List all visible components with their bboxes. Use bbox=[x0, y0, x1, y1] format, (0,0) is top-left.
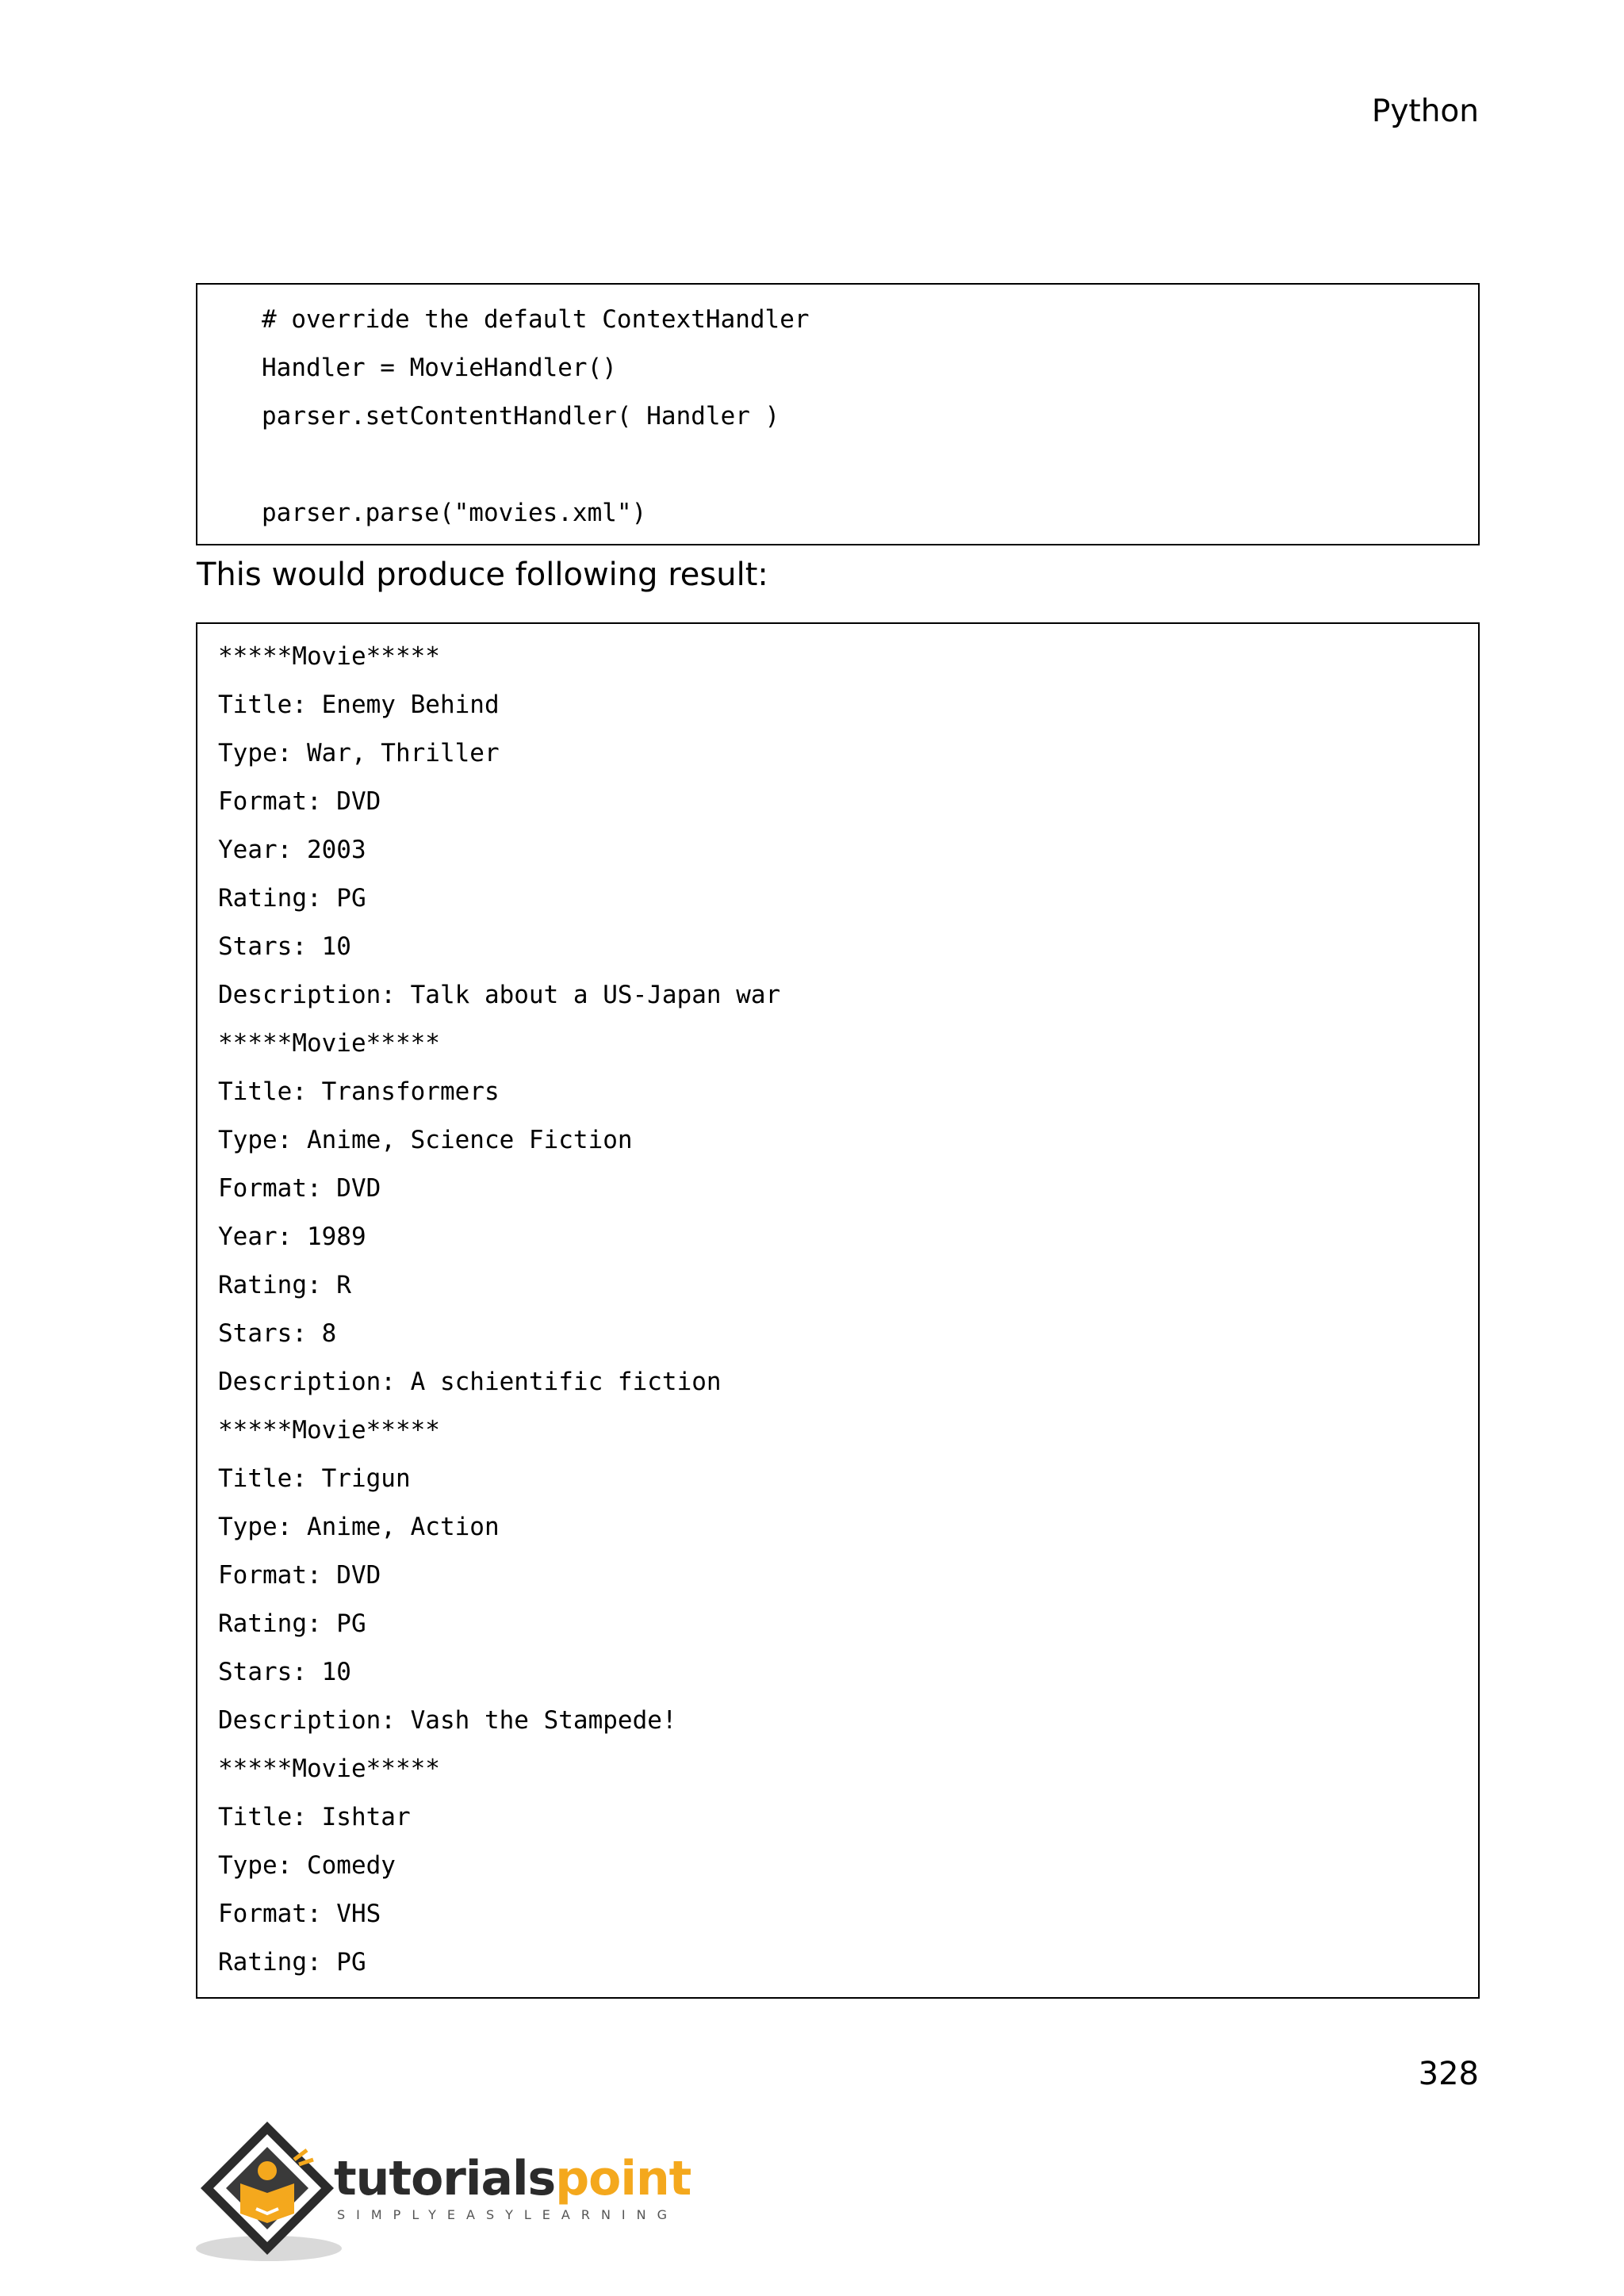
code-line: Handler = MovieHandler() bbox=[262, 354, 617, 382]
intro-paragraph: This would produce following result: bbox=[197, 557, 768, 593]
code-line: # override the default ContextHandler bbox=[262, 305, 810, 334]
output-line: Format: VHS bbox=[218, 1900, 381, 1928]
output-line: Type: Comedy bbox=[218, 1851, 396, 1880]
output-line: Format: DVD bbox=[218, 1174, 381, 1203]
page-header-title: Python bbox=[1371, 94, 1479, 129]
code-line bbox=[262, 441, 1478, 489]
output-line: Rating: PG bbox=[218, 1948, 366, 1976]
output-line: Description: Talk about a US-Japan war bbox=[218, 981, 781, 1009]
output-line: Stars: 10 bbox=[218, 1658, 351, 1686]
output-line: Title: Ishtar bbox=[218, 1803, 411, 1831]
output-line: Year: 2003 bbox=[218, 836, 366, 864]
logo-wordmark bbox=[334, 2151, 691, 2206]
output-line: *****Movie***** bbox=[218, 1755, 440, 1783]
output-line: Rating: R bbox=[218, 1271, 351, 1299]
tutorialspoint-logo bbox=[194, 2115, 691, 2266]
logo-tagline: SIMPLYEASYLEARNING bbox=[337, 2207, 679, 2222]
output-line: Type: Anime, Science Fiction bbox=[218, 1126, 633, 1154]
output-line: Title: Enemy Behind bbox=[218, 691, 500, 719]
output-line: *****Movie***** bbox=[218, 642, 440, 671]
output-line: Type: War, Thriller bbox=[218, 739, 500, 767]
output-line: *****Movie***** bbox=[218, 1029, 440, 1058]
output-line: Rating: PG bbox=[218, 884, 366, 913]
output-line: Year: 1989 bbox=[218, 1223, 366, 1251]
output-line: Stars: 10 bbox=[218, 932, 351, 961]
output-line: Title: Trigun bbox=[218, 1464, 411, 1493]
output-line: Description: A schientific fiction bbox=[218, 1368, 722, 1396]
output-block bbox=[196, 622, 1480, 1999]
code-line: parser.setContentHandler( Handler ) bbox=[262, 402, 780, 430]
output-line: Format: DVD bbox=[218, 787, 381, 816]
page-number: 328 bbox=[1418, 2056, 1479, 2092]
output-line: Format: DVD bbox=[218, 1561, 381, 1590]
output-line: Rating: PG bbox=[218, 1609, 366, 1638]
output-line: Type: Anime, Action bbox=[218, 1513, 500, 1541]
output-line: *****Movie***** bbox=[218, 1416, 440, 1445]
output-line: Stars: 8 bbox=[218, 1319, 337, 1348]
output-line: Title: Transformers bbox=[218, 1077, 500, 1106]
logo-text-dark: tutorials bbox=[334, 2151, 556, 2206]
code-line: parser.parse("movies.xml") bbox=[262, 499, 647, 527]
code-block bbox=[196, 283, 1480, 545]
output-line: Description: Vash the Stampede! bbox=[218, 1706, 677, 1735]
logo-text-accent: point bbox=[555, 2151, 691, 2206]
logo-emblem-icon bbox=[194, 2115, 345, 2266]
